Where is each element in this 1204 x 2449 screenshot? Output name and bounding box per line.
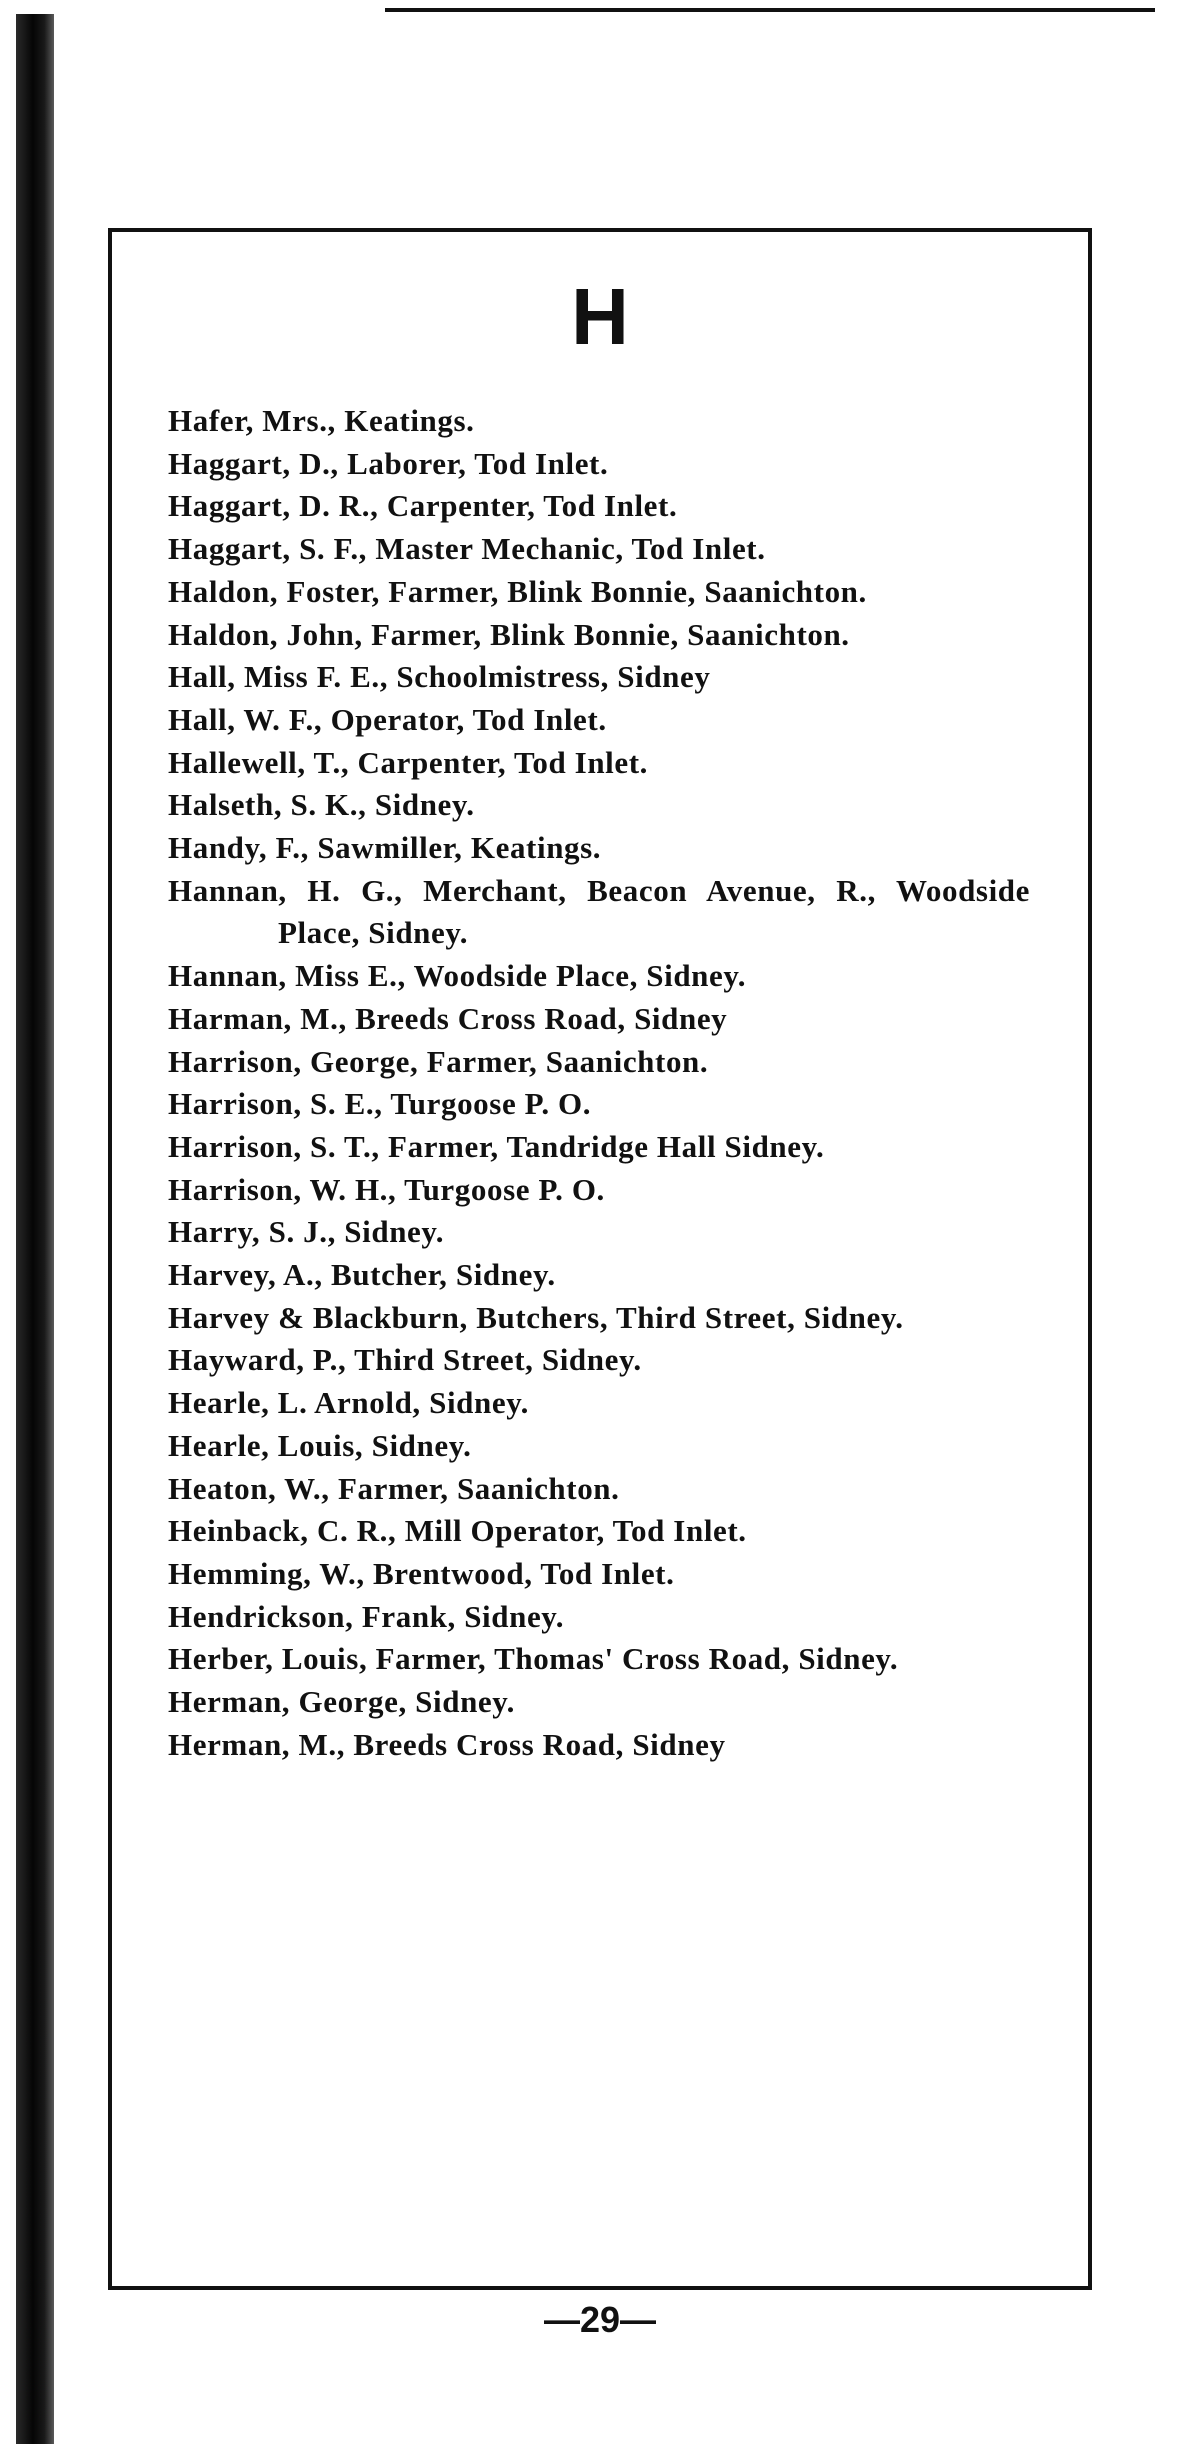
directory-entry: Herman, George, Sidney. [168, 1684, 516, 1720]
directory-entry: Harrison, S. T., Farmer, Tandridge Hall Sidney. [168, 1128, 825, 1164]
directory-entry: Haldon, John, Farmer, Blink Bonnie, Saanichton. [168, 616, 850, 652]
directory-entry: Harrison, George, Farmer, Saanichton. [168, 1043, 709, 1079]
directory-entry: Hall, Miss F. E., Schoolmistress, Sidney [168, 659, 711, 695]
directory-entry: Harvey & Blackburn, Butchers, Third Street, Sidney. [168, 1299, 904, 1335]
directory-entry: Harrison, W. H., Turgoose P. O. [168, 1171, 605, 1207]
directory-entry: Harvey, A., Butcher, Sidney. [168, 1257, 556, 1293]
directory-entry: Hayward, P., Third Street, Sidney. [168, 1342, 642, 1378]
directory-entry: Harman, M., Breeds Cross Road, Sidney [168, 1000, 728, 1036]
directory-entry: Haggart, S. F., Master Mechanic, Tod Inlet. [168, 531, 766, 567]
directory-entry: Harry, S. J., Sidney. [168, 1214, 445, 1250]
directory-entry: Herber, Louis, Farmer, Thomas' Cross Road, Sidney. [168, 1641, 899, 1677]
directory-entry: Harrison, S. E., Turgoose P. O. [168, 1086, 592, 1122]
top-rule [385, 8, 1155, 12]
directory-entry: Hafer, Mrs., Keatings. [168, 403, 475, 438]
directory-entry: Handy, F., Sawmiller, Keatings. [168, 830, 602, 866]
page-number: —29— [543, 2299, 657, 2340]
directory-entry: Haggart, D. R., Carpenter, Tod Inlet. [168, 488, 678, 524]
directory-entry: Hall, W. F., Operator, Tod Inlet. [168, 701, 607, 737]
directory-entry: Hearle, L. Arnold, Sidney. [168, 1385, 529, 1421]
directory-list [168, 400, 1030, 1767]
directory-entry: Haggart, D., Laborer, Tod Inlet. [168, 445, 609, 481]
directory-entry: Hallewell, T., Carpenter, Tod Inlet. [168, 744, 649, 780]
directory-entry: Hearle, Louis, Sidney. [168, 1427, 472, 1463]
directory-entry: Hendrickson, Frank, Sidney. [168, 1598, 565, 1634]
directory-entry: Hannan, H. G., Merchant, Beacon Avenue, R., Woodside Place, Sidney. [168, 872, 1030, 951]
directory-entry: Heaton, W., Farmer, Saanichton. [168, 1470, 620, 1506]
directory-entry: Hannan, Miss E., Woodside Place, Sidney. [168, 958, 747, 994]
directory-entry: Herman, M., Breeds Cross Road, Sidney [168, 1726, 726, 1762]
directory-entry: Heinback, C. R., Mill Operator, Tod Inlet. [168, 1513, 747, 1549]
directory-entry: Hemming, W., Brentwood, Tod Inlet. [168, 1555, 675, 1591]
directory-entry: Haldon, Foster, Farmer, Blink Bonnie, Saanichton. [168, 573, 867, 609]
directory-entry: Halseth, S. K., Sidney. [168, 787, 475, 823]
book-spine-edge [16, 14, 54, 2444]
section-letter: H [571, 272, 629, 361]
